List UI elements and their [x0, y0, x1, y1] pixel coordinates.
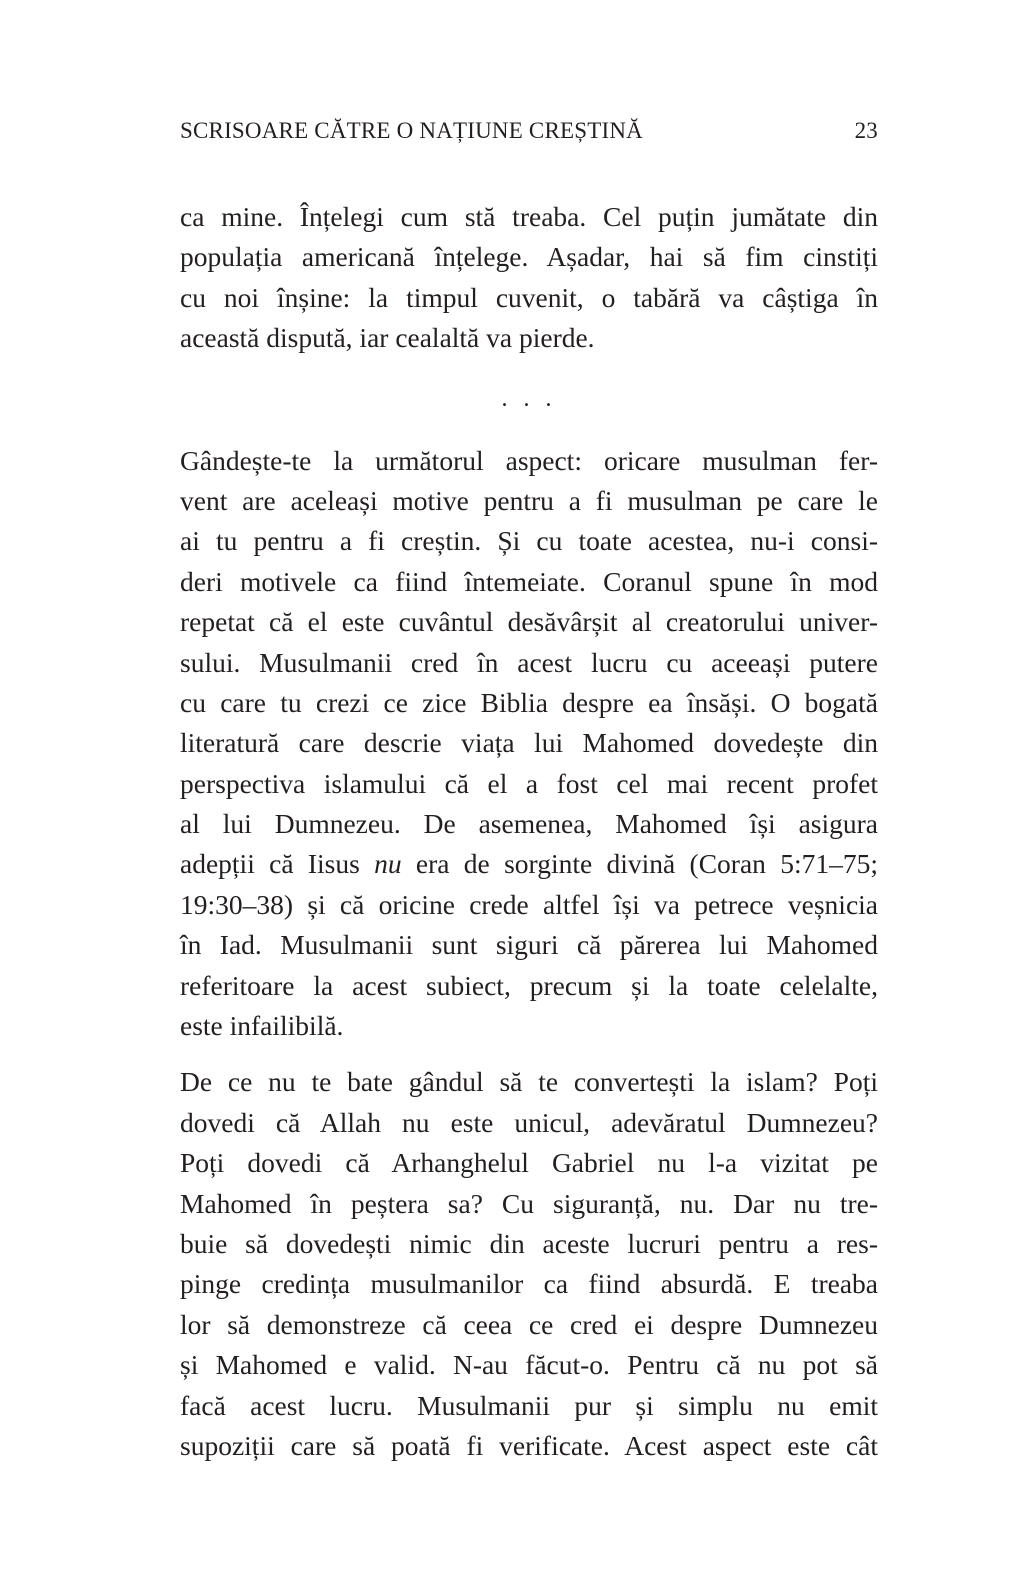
text-line: această dispută, iar cealaltă va pierde. [180, 322, 595, 354]
text-line: al lui Dumnezeu. De asemenea, Mahomed își asigura [180, 808, 878, 840]
text-line: buie să dovedești nimic din aceste lucruri pentru a res- [180, 1227, 878, 1259]
text-line: în Iad. Musulmanii sunt siguri că părerea lui Mahomed [180, 929, 878, 961]
text-line: dovedi că Allah nu este unicul, adevăratul Dumnezeu? [180, 1106, 878, 1138]
text-line: Gândește-te la următorul aspect: oricare musulman fer- [180, 444, 878, 476]
text-line: De ce nu te bate gândul să te convertești la islam? Poți [180, 1066, 878, 1098]
text-line: sului. Musulmanii cred în acest lucru cu aceeași putere [180, 646, 878, 678]
body-text [180, 197, 878, 1466]
text-line: și Mahomed e valid. N-au făcut-o. Pentru că nu pot să [180, 1349, 878, 1381]
text-line: populația americană înțelege. Așadar, hai să fim cinstiți [180, 241, 878, 273]
paragraph-3 [180, 1062, 878, 1466]
running-header [180, 118, 878, 154]
running-title: SCRISOARE CĂTRE O NAȚIUNE CREȘTINĂ [180, 118, 643, 143]
text-line: cu noi înșine: la timpul cuvenit, o tabără va câștiga în [180, 281, 878, 313]
text-line-with-italic [180, 844, 878, 884]
text-line: cu care tu crezi ce zice Biblia despre ea însăși. O bogată [180, 686, 878, 718]
text-line: perspectiva islamului că el a fost cel mai recent profet [180, 767, 878, 799]
paragraph-1 [180, 197, 878, 359]
text-line: literatură care descrie viața lui Mahomed dovedește din [180, 727, 878, 759]
paragraph-2 [180, 441, 878, 1047]
text-line: vent are aceleași motive pentru a fi musulman pe care le [180, 484, 878, 516]
text-line: supoziții care să poată fi verificate. Acest aspect este cât [180, 1429, 878, 1461]
text-line: Mahomed în peștera sa? Cu siguranță, nu. Dar nu tre- [180, 1187, 878, 1219]
text-line: ai tu pentru a fi creștin. Și cu toate acestea, nu-i consi- [180, 525, 878, 557]
text-line: este infailibilă. [180, 1010, 344, 1042]
text-line: 19:30–38) și că oricine crede altfel își va petrece veșnicia [180, 888, 878, 920]
text-line: facă acest lucru. Musulmanii pur și simplu nu emit [180, 1389, 878, 1421]
text-line: referitoare la acest subiect, precum și la toate celelalte, [180, 969, 878, 1001]
text-segment: era de sorginte divină (Coran 5:71–75; [401, 848, 878, 880]
text-line: ca mine. Înțelegi cum stă treaba. Cel puțin jumătate din [180, 201, 878, 232]
text-line: Poți dovedi că Arhanghelul Gabriel nu l-a vizitat pe [180, 1147, 878, 1179]
text-line: pinge credința musulmanilor ca fiind absurdă. E treaba [180, 1268, 878, 1300]
text-line: repetat că el este cuvântul desăvârșit al creatorului univer- [180, 606, 878, 638]
text-line: deri motivele ca fiind întemeiate. Coranul spune în mod [180, 565, 878, 597]
page-number: 23 [854, 118, 878, 143]
text-line: lor să demonstreze că ceea ce cred ei despre Dumnezeu [180, 1308, 878, 1340]
italic-emphasis: nu [374, 848, 402, 880]
section-separator: . . . [501, 386, 557, 413]
paragraph-gap [180, 1046, 878, 1062]
text-segment: adepții că Iisus [180, 848, 375, 880]
